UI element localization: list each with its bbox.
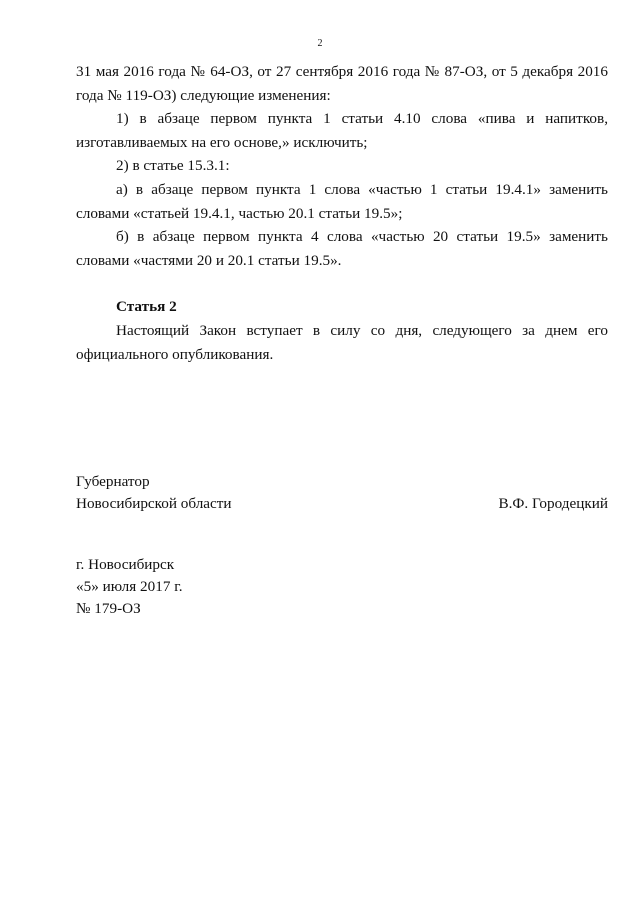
amendment-item-2a [76,178,608,225]
signature-block [76,471,608,515]
text-line: 31 мая 2016 года № 64-ОЗ, от 27 сентября 2016 года № 87-ОЗ, от 5 декабря 2016 [76,63,608,80]
text-line: года № 119-ОЗ) следующие изменения: [76,86,331,104]
signatory-title-line-1: Губернатор [76,473,150,490]
amendment-item-1 [76,107,608,154]
law-date: «5» июля 2017 г. [76,578,183,595]
amendments-intro-paragraph [76,60,608,107]
place-date-block [76,554,376,620]
text-line: а) в абзаце первом пункта 1 слова «частью 1 статьи 19.4.1» заменить [116,180,608,198]
law-number: № 179-ОЗ [76,600,141,617]
city: г. Новосибирск [76,556,175,573]
amendment-item-2 [76,154,608,178]
text-line: Настоящий Закон вступает в силу со дня, следующего за днем его [116,321,608,339]
article-2-text [76,319,608,366]
text-line: словами «частями 20 и 20.1 статьи 19.5». [76,251,342,269]
text-line: 2) в статье 15.3.1: [116,157,230,175]
signatory-name: В.Ф. Городецкий [498,495,608,512]
document-body [76,60,608,366]
text-line: б) в абзаце первом пункта 4 слова «частью 20 статьи 19.5» заменить [116,228,608,246]
amendment-item-2b [76,225,608,272]
text-line: официального опубликования. [76,345,274,363]
article-2-heading: Статья 2 [116,298,177,316]
signatory-title-line-2: Новосибирской области [76,495,232,512]
text-line: 1) в абзаце первом пункта 1 статьи 4.10 слова «пива и напитков, [116,110,608,128]
text-line: изготавливаемых на его основе,» исключить; [76,133,368,151]
spacer [76,272,608,295]
text-line: словами «статьей 19.4.1, частью 20.1 статьи 19.5»; [76,204,403,222]
page-number: 2 [317,38,323,49]
signature-row [76,493,608,515]
